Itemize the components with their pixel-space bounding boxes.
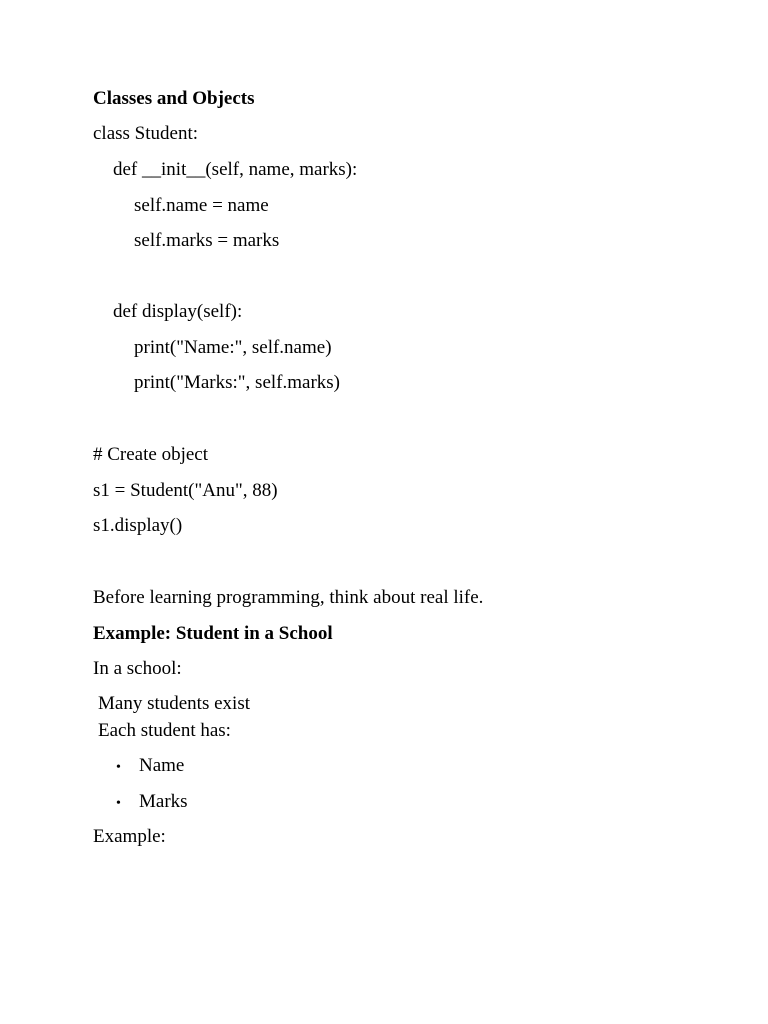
list-item-label: Name: [139, 755, 185, 776]
intro-paragraph: Before learning programming, think about real life.: [93, 587, 484, 608]
code-line-init-method: def __init__(self, name, marks):: [113, 159, 358, 180]
code-line-create-object: s1 = Student("Anu", 88): [93, 480, 278, 501]
section-heading: Classes and Objects: [93, 88, 255, 109]
point-many-students: Many students exist: [98, 693, 250, 714]
code-line-class-declaration: class Student:: [93, 123, 199, 144]
code-line-print-marks: print("Marks:", self.marks): [134, 372, 340, 393]
closing-label: Example:: [93, 826, 166, 847]
example-heading: Example: Student in a School: [93, 623, 333, 644]
code-line-call-display: s1.display(): [93, 515, 183, 536]
code-line-assign-name: self.name = name: [134, 195, 269, 216]
code-comment: # Create object: [93, 444, 209, 465]
code-line-assign-marks: self.marks = marks: [134, 230, 280, 251]
bullet-icon: •: [116, 796, 121, 811]
school-text: In a school:: [93, 658, 182, 679]
list-item-label: Marks: [139, 791, 188, 812]
bullet-icon: •: [116, 760, 121, 775]
point-each-student: Each student has:: [98, 720, 231, 741]
code-line-display-method: def display(self):: [113, 301, 243, 322]
code-line-print-name: print("Name:", self.name): [134, 337, 332, 358]
